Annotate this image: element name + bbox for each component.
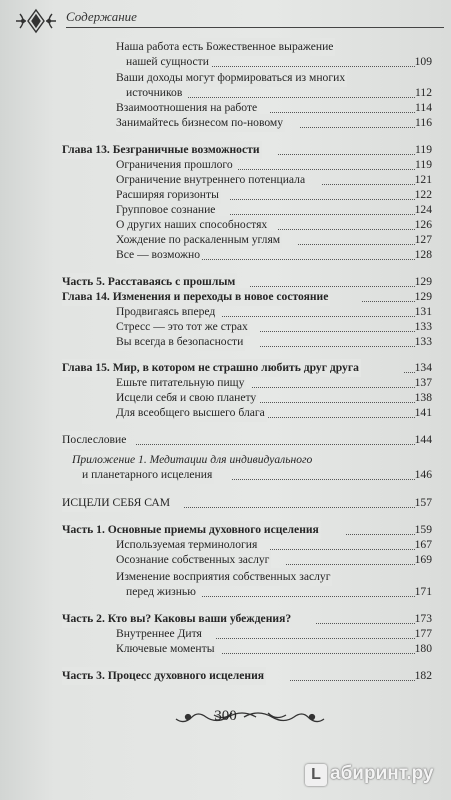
- leader-dots: [300, 127, 415, 128]
- toc-entry-title: и планетарного исцеления: [82, 466, 214, 484]
- leader-dots: [260, 346, 415, 347]
- toc-part: [0, 667, 451, 685]
- leader-dots: [278, 229, 415, 230]
- leader-dots: [188, 97, 415, 98]
- toc-entry-page: 180: [414, 642, 432, 655]
- toc-entry-page: 112: [415, 86, 432, 99]
- toc-entry-title: Вы всегда в безопасности: [116, 333, 245, 351]
- toc-entry-page: 134: [414, 361, 432, 374]
- toc-part-title: Часть 1. Основные приемы духовного исцеления: [62, 521, 321, 539]
- toc-entry-title: Ограничения прошлого: [116, 156, 235, 174]
- toc-entry-page: 157: [414, 496, 432, 509]
- toc-entry-page: 182: [414, 669, 432, 682]
- leader-dots: [252, 387, 415, 388]
- toc-entry: [0, 640, 451, 658]
- toc-entry-title: Используемая терминология: [116, 536, 259, 554]
- toc-entry: [0, 466, 451, 484]
- leader-dots: [316, 623, 415, 624]
- leader-dots: [286, 564, 415, 565]
- toc-entry: [0, 583, 451, 601]
- toc-chapter-title: Глава 14. Изменения и переходы в новое состояние: [62, 288, 330, 306]
- toc-entry-page: 129: [414, 275, 432, 288]
- leader-dots: [208, 66, 415, 67]
- toc-entry-page: 114: [415, 101, 432, 114]
- toc-entry: [0, 246, 451, 264]
- leader-dots: [230, 214, 415, 215]
- toc-chapter-title: Глава 13. Безграничные возможности: [62, 141, 262, 159]
- leader-dots: [200, 259, 415, 260]
- leader-dots: [260, 402, 415, 403]
- toc-entry-page: 129: [414, 290, 432, 303]
- toc-entry-title: перед жизнью: [126, 583, 198, 601]
- toc-entry-page: 116: [415, 116, 432, 129]
- toc-appendix-title: Приложение 1. Медитации для индивидуального: [72, 451, 314, 469]
- toc-entry-title: Послесловие: [62, 431, 128, 449]
- leader-dots: [184, 507, 415, 508]
- leader-dots: [270, 112, 415, 113]
- toc-entry-title: Ваши доходы могут формироваться из многих: [116, 69, 347, 87]
- leader-dots: [298, 244, 415, 245]
- toc-entry-page: 126: [414, 218, 432, 231]
- toc-entry-title: Расширяя горизонты: [116, 186, 221, 204]
- toc-entry-page: 119: [415, 158, 432, 171]
- toc-entry-page: 167: [414, 538, 432, 551]
- toc-entry-title: Для всеобщего высшего блага: [116, 404, 267, 422]
- toc-entry-title: нашей сущности: [126, 53, 211, 71]
- toc-entry-page: 159: [414, 523, 432, 536]
- leader-dots: [404, 372, 415, 373]
- leader-dots: [222, 316, 415, 317]
- toc-entry-title: Ешьте питательную пищу: [116, 374, 246, 392]
- toc-entry-title: Осознание собственных заслуг: [116, 551, 271, 569]
- toc-entry-page: 144: [414, 433, 432, 446]
- leader-dots: [268, 417, 415, 418]
- toc-entry-page: 133: [414, 335, 432, 348]
- toc-entry-page: 122: [414, 188, 432, 201]
- toc-entry-page: 137: [414, 376, 432, 389]
- leader-dots: [238, 169, 415, 170]
- toc-entry-page: 127: [414, 233, 432, 246]
- toc-entry-page: 121: [414, 173, 432, 186]
- toc-entry-title: Изменение восприятия собственных заслуг: [116, 568, 332, 586]
- toc-entry-page: 173: [414, 612, 432, 625]
- toc-entry-title: Внутреннее Дитя: [116, 625, 204, 643]
- toc-entry-title: Исцели себя и свою планету: [116, 389, 258, 407]
- leader-dots: [290, 680, 415, 681]
- toc-entry-page: 171: [414, 585, 432, 598]
- toc-section-title: ИСЦЕЛИ СЕБЯ САМ: [62, 494, 172, 512]
- toc-entry-title: Ключевые моменты: [116, 640, 216, 658]
- toc-entry-page: 128: [414, 248, 432, 261]
- leader-dots: [136, 444, 415, 445]
- toc-entry-page: 138: [414, 391, 432, 404]
- toc-entry-page: 124: [414, 203, 432, 216]
- leader-dots: [362, 301, 415, 302]
- toc-entry: [0, 404, 451, 422]
- leader-dots: [322, 184, 415, 185]
- toc-part-title: Часть 2. Кто вы? Каковы ваши убеждения?: [62, 610, 293, 628]
- toc-entry: [0, 431, 451, 449]
- toc-entry-title: Стресс — это тот же страх: [116, 318, 250, 336]
- leader-dots: [222, 653, 415, 654]
- leader-dots: [230, 199, 415, 200]
- watermark-logo: L: [305, 764, 327, 786]
- toc-entry: [0, 494, 451, 512]
- toc-entry-title: Все — возможно: [116, 246, 202, 264]
- toc-entry-title: Взаимоотношения на работе: [116, 99, 259, 117]
- toc-part-title: Часть 3. Процесс духовного исцеления: [62, 667, 266, 685]
- toc-entry-title: источников: [126, 84, 184, 102]
- leader-dots: [216, 638, 415, 639]
- leader-dots: [260, 331, 415, 332]
- leader-dots: [250, 286, 415, 287]
- leader-dots: [202, 596, 415, 597]
- watermark-text: абиринт.ру: [330, 763, 434, 784]
- toc-entry-title: О других наших способностях: [116, 216, 269, 234]
- leader-dots: [278, 154, 415, 155]
- leader-dots: [270, 549, 415, 550]
- toc-entry: [0, 114, 451, 132]
- toc-part-title: Часть 5. Расставаясь с прошлым: [62, 273, 237, 291]
- page-number: 300: [214, 708, 237, 724]
- running-header-title: Содержание: [66, 9, 137, 24]
- toc-entry-title: Наша работа есть Божественное выражение: [116, 38, 335, 56]
- flourish-right-icon: [242, 707, 328, 727]
- toc-entry-page: 133: [414, 320, 432, 333]
- leader-dots: [346, 534, 415, 535]
- toc-entry-page: 141: [414, 406, 432, 419]
- toc-entry-title: Групповое сознание: [116, 201, 217, 219]
- toc-entry-page: 169: [414, 553, 432, 566]
- toc-entry-page: 119: [415, 143, 432, 156]
- toc-entry-title: Хождение по раскаленным углям: [116, 231, 282, 249]
- toc-entry-page: 109: [414, 55, 432, 68]
- toc-entry-title: Ограничение внутреннего потенциала: [116, 171, 307, 189]
- toc-entry-title: Занимайтесь бизнесом по-новому: [116, 114, 285, 132]
- toc-entry: [0, 551, 451, 569]
- toc-entry-page: 131: [414, 305, 432, 318]
- toc-entry-page: 177: [414, 627, 432, 640]
- toc-entry: [0, 333, 451, 351]
- toc-entry-page: 146: [414, 468, 432, 481]
- toc-chapter-title: Глава 15. Мир, в котором не страшно любить друг друга: [62, 359, 361, 377]
- toc-entry-title: Продвигаясь вперед: [116, 303, 217, 321]
- leader-dots: [232, 479, 415, 480]
